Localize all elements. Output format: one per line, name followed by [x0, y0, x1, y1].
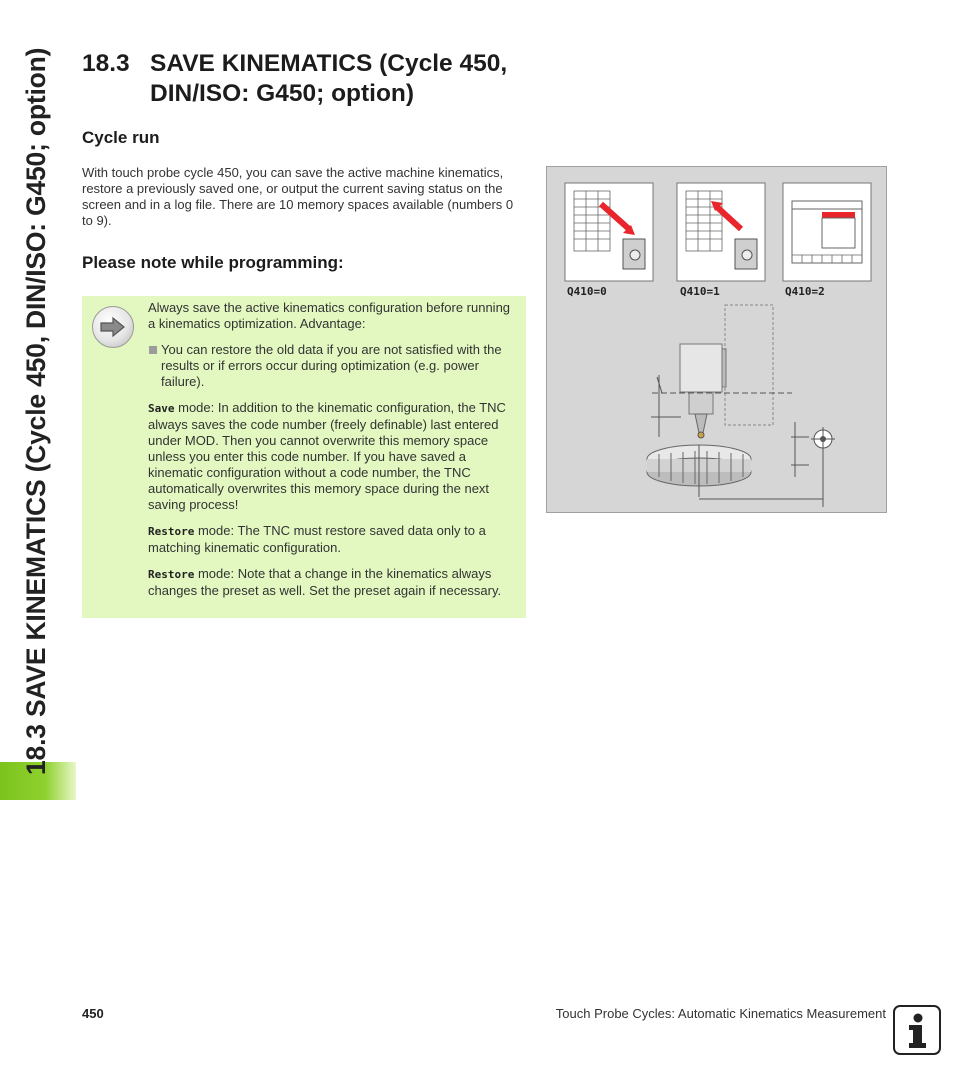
- save-mode-text: mode: In addition to the kinematic configuration, the TNC always saves the code number (freely definable) last entered under MOD. Then you cannot overwrite this memory space unless you enter this code number. If you have saved a kinematic configuration without a code number, the TNC automatically overwrites this memory space during the next saving process!: [148, 400, 506, 512]
- spindle-illustration: [651, 305, 792, 438]
- restore-keyword-1: Restore: [148, 525, 195, 538]
- restore-mode-paragraph-2: [148, 566, 518, 599]
- figure-label-0: Q410=0: [567, 285, 607, 298]
- programming-heading: Please note while programming:: [82, 253, 344, 272]
- info-icon[interactable]: [893, 1005, 941, 1055]
- figure-label-2: Q410=2: [785, 285, 825, 298]
- page-number: 450: [82, 1006, 104, 1021]
- cycle-run-heading: Cycle run: [82, 128, 160, 147]
- section-number: 18.3: [82, 50, 130, 77]
- restore-mode-text-1: mode: The TNC must restore saved data only to a matching kinematic configuration.: [148, 523, 486, 555]
- note-intro: Always save the active kinematics configuration before running a kinematics optimization. Advantage:: [148, 300, 511, 331]
- side-running-header: 18.3 SAVE KINEMATICS (Cycle 450, DIN/ISO: G450; option): [21, 47, 51, 775]
- restore-mode-paragraph-1: [148, 523, 518, 556]
- footer-chapter-title: Touch Probe Cycles: Automatic Kinematics Measurement: [555, 1006, 886, 1021]
- save-keyword: Save: [148, 402, 175, 415]
- cycle-run-text: With touch probe cycle 450, you can save the active machine kinematics, restore a previously saved one, or output the current saving status on the screen and in a log file. There are 10 memory spaces available (numbers 0 to 9).: [82, 165, 514, 228]
- bullet-square-icon: [149, 346, 157, 354]
- section-title-line-1: SAVE KINEMATICS (Cycle 450,: [150, 50, 508, 77]
- arrow-right-icon: [92, 306, 134, 348]
- panel-status: [783, 183, 871, 281]
- restore-mode-text-2: mode: Note that a change in the kinematics always changes the preset as well. Set the preset again if necessary.: [148, 566, 502, 598]
- save-mode-paragraph: [148, 400, 518, 513]
- rotary-table-illustration: [647, 422, 835, 507]
- note-bullet: [148, 342, 518, 390]
- note-body: [148, 300, 518, 609]
- note-box: [82, 296, 526, 618]
- figure-label-1: Q410=1: [680, 285, 720, 298]
- panel-restore: [677, 183, 765, 281]
- figure-illustration: [547, 167, 886, 512]
- restore-keyword-2: Restore: [148, 568, 195, 581]
- panel-save: [565, 183, 653, 281]
- cycle-450-figure: [546, 166, 887, 513]
- section-title-line-2: DIN/ISO: G450; option): [150, 80, 415, 107]
- note-bullet-text: You can restore the old data if you are not satisfied with the results or if errors occur during optimization (e.g. power failure).: [161, 342, 502, 389]
